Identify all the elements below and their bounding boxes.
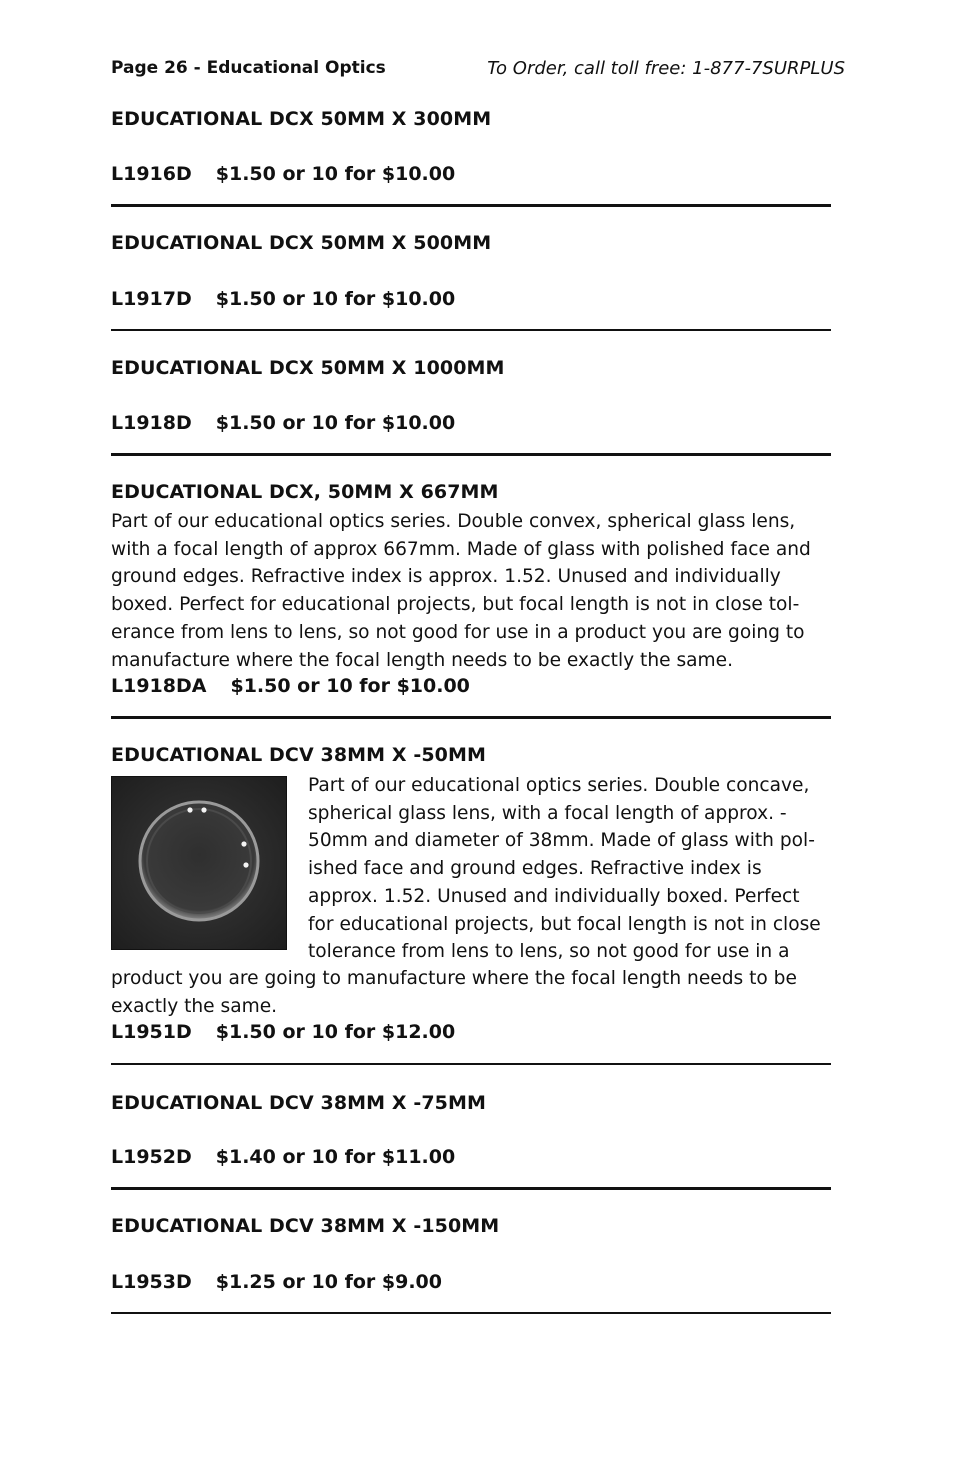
product-price: $1.50 or 10 for $10.00	[215, 288, 456, 310]
divider	[111, 1312, 831, 1314]
product-price-line	[111, 412, 455, 434]
description-line: ished face and ground edges. Refractive index is	[308, 858, 762, 880]
divider	[111, 329, 831, 331]
product-price-line	[111, 1021, 455, 1043]
product-title: EDUCATIONAL DCX 50MM X 500MM	[111, 232, 492, 254]
product-price: $1.50 or 10 for $10.00	[215, 412, 456, 434]
product-sku: L1918DA	[111, 675, 207, 697]
product-description	[111, 508, 843, 674]
description-line: tolerance from lens to lens, so not good for use in a	[308, 941, 790, 963]
product-sku: L1953D	[111, 1271, 192, 1293]
order-phone: To Order, call toll free: 1-877-7SURPLUS	[487, 58, 845, 79]
description-line: ground edges. Refractive index is approx. 1.52. Unused and individually	[111, 566, 781, 588]
product-price: $1.50 or 10 for $10.00	[230, 675, 470, 697]
product-title: EDUCATIONAL DCV 38MM X -75MM	[111, 1092, 486, 1114]
description-line: Part of our educational optics series. Double convex, spherical glass lens,	[111, 511, 796, 532]
description-line: for educational projects, but focal length is not in close	[308, 913, 821, 935]
description-line: with a focal length of approx 667mm. Made of glass with polished face and	[111, 538, 811, 560]
product-description	[308, 772, 848, 966]
product-price-line	[111, 1146, 455, 1168]
description-line: manufacture where the focal length needs to be exactly the same.	[111, 649, 734, 671]
lens-photo	[111, 776, 287, 950]
product-price-line	[111, 288, 455, 310]
divider	[111, 204, 831, 207]
product-sku: L1916D	[111, 163, 192, 185]
lens-icon	[112, 777, 286, 949]
description-line: spherical glass lens, with a focal length of approx. -	[308, 802, 787, 824]
description-line: approx. 1.52. Unused and individually boxed. Perfect	[308, 885, 800, 907]
page-header	[111, 58, 843, 84]
product-description-continued	[111, 965, 843, 1020]
product-title: EDUCATIONAL DCX 50MM X 300MM	[111, 108, 492, 130]
product-price-line	[111, 675, 470, 697]
product-sku: L1917D	[111, 288, 192, 310]
page-number-title: Page 26 - Educational Optics	[111, 58, 386, 78]
product-title: EDUCATIONAL DCV 38MM X -50MM	[111, 744, 486, 766]
product-title: EDUCATIONAL DCX 50MM X 1000MM	[111, 357, 505, 379]
product-sku: L1951D	[111, 1021, 192, 1043]
description-line: Part of our educational optics series. Double concave,	[308, 775, 810, 796]
description-line: 50mm and diameter of 38mm. Made of glass with pol-	[308, 830, 815, 852]
product-title: EDUCATIONAL DCX, 50MM X 667MM	[111, 481, 499, 503]
divider	[111, 716, 831, 719]
description-line: erance from lens to lens, so not good for use in a product you are going to	[111, 621, 805, 643]
product-sku: L1952D	[111, 1146, 192, 1168]
divider	[111, 1187, 831, 1190]
divider	[111, 453, 831, 456]
product-price: $1.40 or 10 for $11.00	[215, 1146, 456, 1168]
description-line: boxed. Perfect for educational projects, but focal length is not in close tol-	[111, 594, 800, 616]
product-price: $1.50 or 10 for $12.00	[215, 1021, 456, 1043]
product-sku: L1918D	[111, 412, 192, 434]
product-title: EDUCATIONAL DCV 38MM X -150MM	[111, 1215, 500, 1237]
description-line: product you are going to manufacture where the focal length needs to be	[111, 968, 797, 989]
product-price: $1.25 or 10 for $9.00	[215, 1271, 442, 1293]
divider	[111, 1063, 831, 1065]
product-price-line	[111, 1271, 442, 1293]
product-price-line	[111, 163, 455, 185]
product-price: $1.50 or 10 for $10.00	[215, 163, 456, 185]
description-line: exactly the same.	[111, 995, 278, 1017]
